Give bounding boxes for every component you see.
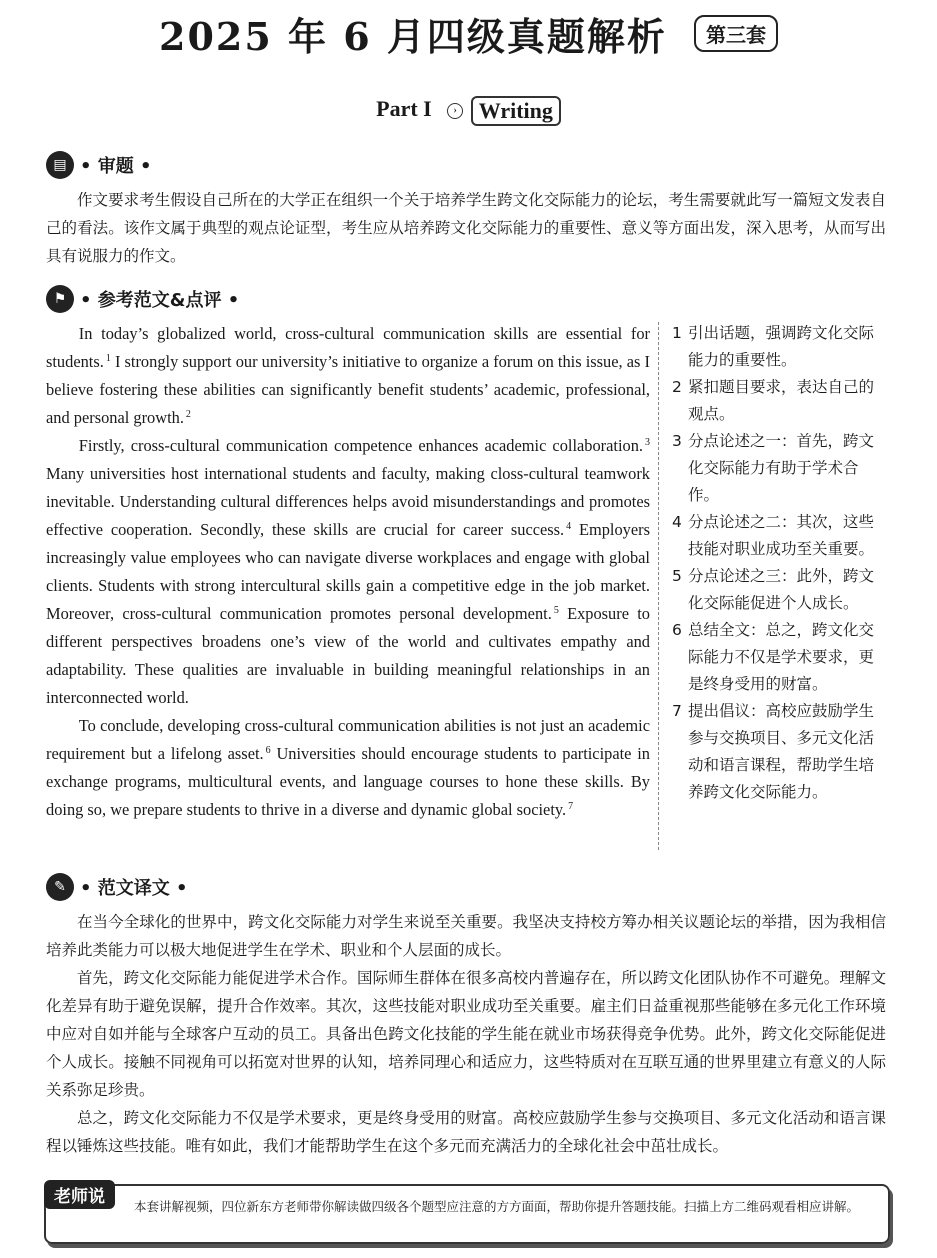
essay-sentence: Many universities host international students and faculty, making closs-cultural teamwork inevitable. Understanding cultural differences helps avoid misunderstandings and promotes effective cooperation. Secondly, these skills are crucial for career success. xyxy=(46,464,650,539)
essay-paragraph-3 xyxy=(46,712,650,824)
review-text: 作文要求考生假设自己所在的大学正在组织一个关于培养学生跨文化交际能力的论坛，考生需要就此写一篇短文发表自己的看法。该作文属于典型的观点论证型，考生应从培养跨文化交际能力的重要性、意义等方面出发，深入思考，从而写出具有说服力的作文。 xyxy=(46,191,886,265)
comment-notes xyxy=(672,320,888,806)
essay-sentence: I strongly support our university’s initiative to organize a forum on this issue, as I believe fostering these abilities can significantly benefit students’ academic, professional, and personal growth. xyxy=(46,352,650,427)
note-number: 5 xyxy=(672,567,682,585)
note-text: 分点论述之二：其次，这些技能对职业成功至关重要。 xyxy=(688,513,875,558)
note-item xyxy=(672,698,888,806)
teacher-tag: 老师说 xyxy=(44,1180,115,1209)
translation-heading: • 范文译文 • xyxy=(80,878,188,899)
note-marker: 5 xyxy=(553,604,559,616)
essay-sentence: Employers increasingly value employees who can navigate diverse workplaces and engage with global clients. Students with strong intercultural skills gain a competitive edge in the job market. Moreover, cross-cultural communication promotes personal development. xyxy=(46,520,650,623)
note-text: 分点论述之一：首先，跨文化交际能力有助于学术合作。 xyxy=(688,432,875,504)
note-text: 提出倡议：高校应鼓励学生参与交换项目、多元文化活动和语言课程，帮助学生培养跨文化交际能力。 xyxy=(688,702,875,801)
note-marker: 7 xyxy=(568,800,574,812)
part-name: Writing xyxy=(471,96,561,126)
note-number: 2 xyxy=(672,378,682,396)
essay-paragraph-2 xyxy=(46,432,650,712)
page-header xyxy=(0,6,937,61)
note-item xyxy=(672,509,888,563)
translation-paragraph-1: 在当今全球化的世界中，跨文化交际能力对学生来说至关重要。我坚决支持校方筹办相关议题论坛的举措，因为我相信培养此类能力可以极大地促进学生在学术、职业和个人层面的成长。 xyxy=(46,913,886,959)
set-badge: 第三套 xyxy=(694,15,778,52)
note-item xyxy=(672,617,888,698)
part-number: Part I xyxy=(376,96,432,122)
teacher-note-box xyxy=(44,1184,890,1244)
sample-heading: • 参考范文&点评 • xyxy=(80,290,240,311)
arrow-right-icon: › xyxy=(447,103,463,119)
note-item xyxy=(672,428,888,509)
note-marker: 3 xyxy=(645,436,650,448)
note-marker: 2 xyxy=(185,408,191,420)
note-text: 总结全文：总之，跨文化交际能力不仅是学术要求，更是终身受用的财富。 xyxy=(688,621,875,693)
part-heading xyxy=(0,96,937,126)
column-divider xyxy=(658,322,659,850)
sample-heading-row xyxy=(46,284,239,314)
note-item xyxy=(672,563,888,617)
review-heading: • 审题 • xyxy=(80,156,152,177)
flag-icon: ⚑ xyxy=(46,285,74,313)
note-text: 分点论述之三：此外，跨文化交际能促进个人成长。 xyxy=(688,567,875,612)
essay-sentence: Universities should encourage students to participate in exchange programs, multicultural events, and language courses to hone these skills. By doing so, we prepare students to thrive in a diverse and dynamic global society. xyxy=(46,744,650,819)
note-number: 3 xyxy=(672,432,682,450)
page-title: 2025 年 6 月四级真题解析 xyxy=(159,14,667,59)
pen-icon: ✎ xyxy=(46,873,74,901)
translation-heading-row xyxy=(46,872,188,902)
note-marker: 6 xyxy=(265,744,271,756)
note-text: 紧扣题目要求，表达自己的观点。 xyxy=(688,378,875,423)
note-marker: 4 xyxy=(566,520,572,532)
note-item xyxy=(672,320,888,374)
essay-sentence: Exposure to different perspectives broadens one’s view of the world and cultivates empathy and adaptability. These qualities are invaluable in building meaningful relationships in an interconnected world. xyxy=(46,604,650,707)
essay-sentence: To conclude, developing cross-cultural communication abilities is not just an academic requirement but a lifelong asset. xyxy=(46,716,650,763)
note-number: 6 xyxy=(672,621,682,639)
translation-paragraph-2: 首先，跨文化交际能力能促进学术合作。国际师生群体在很多高校内普遍存在，所以跨文化团队协作不可避免。理解文化差异有助于避免误解，提升合作效率。其次，这些技能对职业成功至关重要。雇主们日益重视那些能够在多元化工作环境中应对自如并能与全球客户互动的员工。具备出色跨文化技能的学生能在就业市场获得竞争优势。此外，跨文化交际能促进个人成长。接触不同视角可以拓宽对世界的认知，培养同理心和适应力，这些特质对在互联互通的世界里建立有意义的人际关系弥足珍贵。 xyxy=(46,969,886,1099)
note-number: 4 xyxy=(672,513,682,531)
sample-essay xyxy=(46,320,650,824)
translation-paragraph-3: 总之，跨文化交际能力不仅是学术要求，更是终身受用的财富。高校应鼓励学生参与交换项目、多元文化活动和语言课程以锤炼这些技能。唯有如此，我们才能帮助学生在这个多元而充满活力的全球化社会中茁壮成长。 xyxy=(46,1109,886,1155)
document-icon: ▤ xyxy=(46,151,74,179)
teacher-note-text: 本套讲解视频，四位新东方老师带你解读做四级各个题型应注意的方方面面，帮助你提升答题技能。扫描上方二维码观看相应讲解。 xyxy=(134,1199,860,1214)
note-number: 7 xyxy=(672,702,682,720)
essay-paragraph-1 xyxy=(46,320,650,432)
essay-sentence: Firstly, cross-cultural communication competence enhances academic collaboration. xyxy=(78,436,643,455)
note-item xyxy=(672,374,888,428)
note-text: 引出话题，强调跨文化交际能力的重要性。 xyxy=(688,324,875,369)
note-marker: 1 xyxy=(105,352,111,364)
note-number: 1 xyxy=(672,324,682,342)
essay-sentence: In today’s globalized world, cross-cultural communication skills are essential for students. xyxy=(46,324,650,371)
review-heading-row xyxy=(46,150,152,180)
